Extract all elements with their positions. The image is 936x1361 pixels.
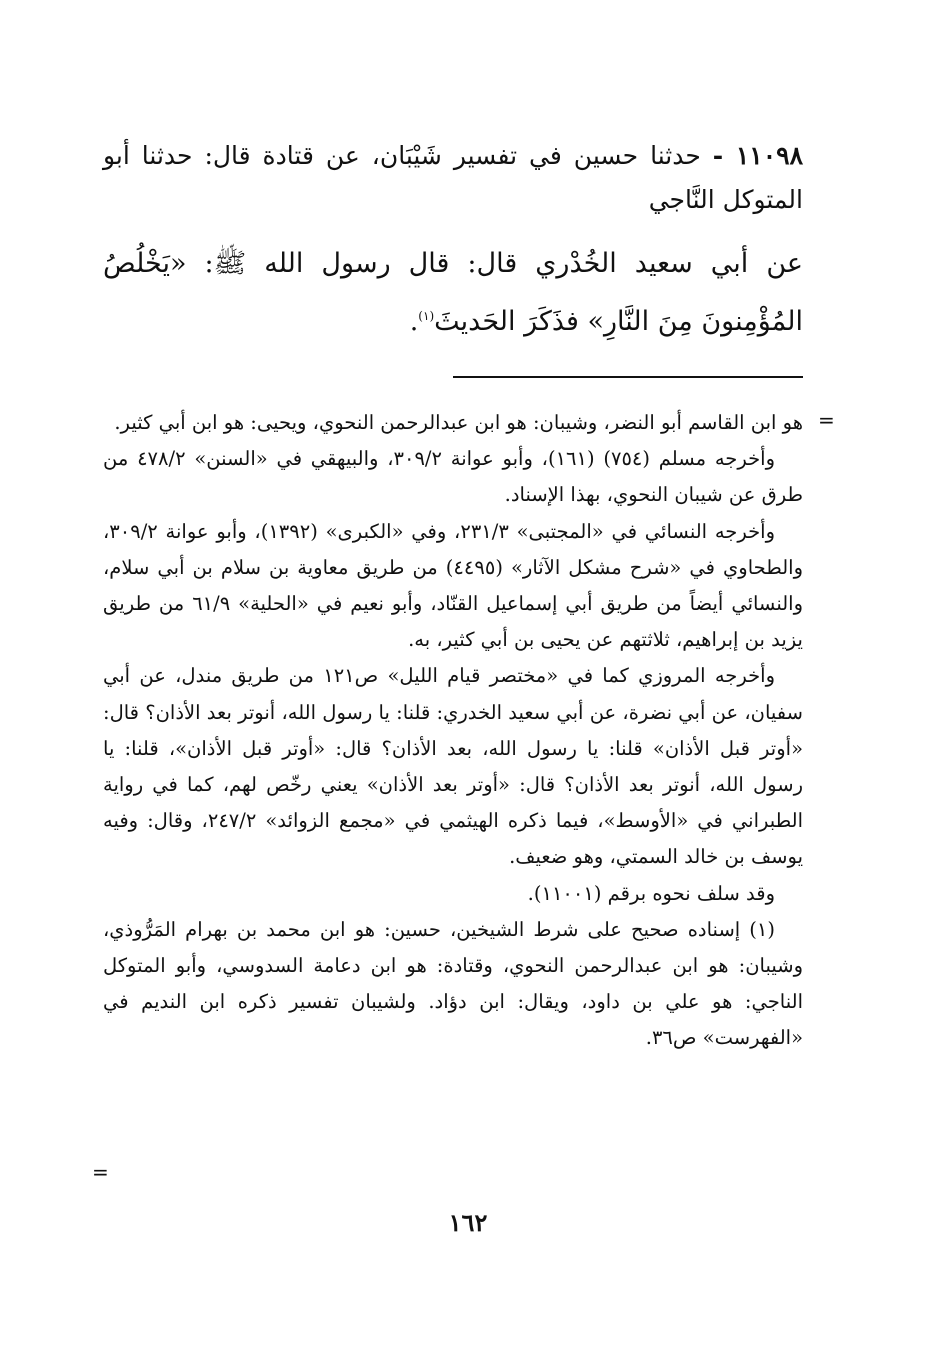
note-paragraph: وأخرجه المروزي كما في «مختصر قيام الليل» ص١٢١ من طريق مندل، عن أبي سفيان، عن أبي نضرة، عن أبي سعيد الخدري: قلنا: يا رسول الله، أنوتر بعد الأذان؟ قال: «أوتر قبل الأذان» قلنا: يا رسول الله، بعد الأذان؟ قال: «أوتر قبل الأذان»، قلنا: يا رسول الله، أنوتر بعد الأذان؟ قال: «أوتر بعد الأذان» يعني رخّص لهم، كما في رواية الطبراني في «الأوسط»، فيما ذكره الهيثمي في «مجمع الزوائد» ٢٤٧/٢، وقال: وفيه يوسف بن خالد السمتي، وهو ضعيف.: [103, 664, 803, 869]
footnote-reference: (١): [418, 309, 435, 323]
hadith-isnad-text: حدثنا حسين في تفسير شَيْبَان، عن قتادة قال: حدثنا أبو المتوكل النَّاجي: [103, 141, 803, 214]
continuation-mark-bottom: =: [92, 1160, 109, 1184]
hadith-end-mark: .: [409, 306, 419, 337]
hadith-number: ١١٠٩٨ -: [712, 141, 803, 170]
note-paragraph: هو ابن القاسم أبو النضر، وشيبان: هو ابن عبدالرحمن النحوي، ويحيى: هو ابن أبي كثير.: [114, 411, 803, 434]
footnote-divider: [453, 376, 803, 378]
hadith-matn: [103, 238, 803, 348]
hadith-isnad: [103, 134, 803, 222]
continuation-mark-top: =: [818, 408, 835, 432]
footnote-1: (١) إسناده صحيح على شرط الشيخين، حسين: هو ابن محمد بن بهرام المَرُّوذي، وشيبان: هو ابن عبدالرحمن النحوي، وقتادة: هو ابن دعامة السدوسي، وأبو المتوكل الناجي: هو علي بن داود، ويقال: ابن دؤاد. ولشيبان تفسير ذكره ابن النديم في «الفهرست» ص٣٦.: [103, 917, 803, 1050]
hadith-matn-text: عن أبي سعيد الخُدْري قال: قال رسول الله ﷺ: «يَخْلُصُ المُؤْمِنونَ مِنَ النَّارِ» فذَكَرَ الحَديثَ: [103, 248, 803, 337]
note-paragraph: وقد سلف نحوه برقم (١١٠٠١).: [527, 881, 775, 905]
note-paragraph: وأخرجه مسلم (٧٥٤) (١٦١)، وأبو عوانة ٣٠٩/٢، والبيهقي في «السنن» ٤٧٨/٢ من طرق عن شيبان النحوي، بهذا الإسناد.: [103, 447, 803, 507]
page-number: ١٦٢: [448, 1208, 488, 1237]
note-paragraph: وأخرجه النسائي في «المجتبى» ٢٣١/٣، وفي «الكبرى» (١٣٩٢)، وأبو عوانة ٣٠٩/٢، والطحاوي في «شرح مشكل الآثار» (٤٤٩٥) من طريق معاوية بن سلام بن أبي سلام، والنسائي أيضاً من طريق أبي إسماعيل القنّاد، وأبو نعيم في «الحلية» ٦١/٩ من طريق يزيد بن إبراهيم، ثلاثتهم عن يحيى بن أبي كثير، به.: [103, 519, 804, 652]
footnotes: [103, 405, 803, 1057]
